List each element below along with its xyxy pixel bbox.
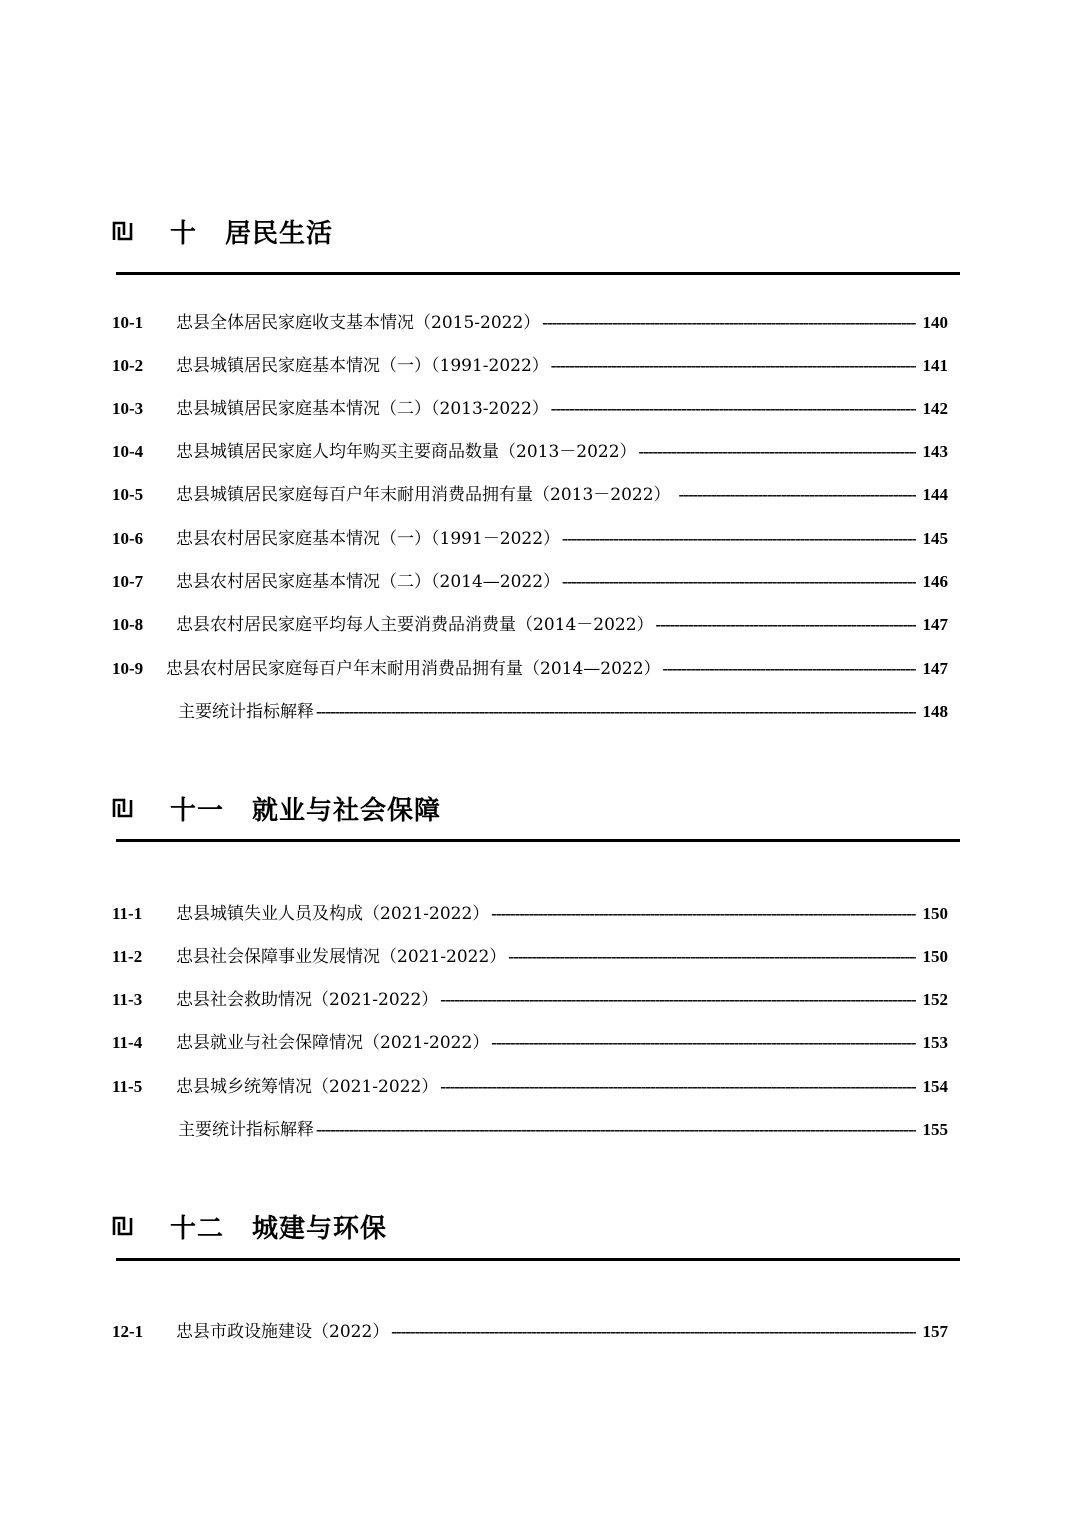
toc-entry[interactable] — [112, 567, 948, 591]
toc-entry-page[interactable]: 148 — [922, 702, 948, 721]
toc-entry-id: 11-2 — [112, 947, 143, 966]
toc-entry[interactable] — [112, 480, 948, 504]
toc-entry-id: 11-3 — [112, 990, 143, 1009]
toc-entry-page[interactable]: 147 — [922, 615, 948, 634]
section-number: 十二 — [170, 1213, 225, 1244]
toc-entry-id: 10-5 — [112, 485, 144, 504]
dot-leader — [440, 990, 916, 1010]
toc-entry-page[interactable]: 145 — [922, 529, 948, 548]
dot-leader — [551, 356, 916, 376]
toc-entry[interactable] — [112, 610, 948, 634]
toc-entry[interactable] — [112, 524, 948, 548]
toc-entry[interactable] — [112, 1317, 948, 1341]
toc-entry-title[interactable]: 忠县全体居民家庭收支基本情况（2015-2022） — [176, 313, 541, 333]
toc-entry-title[interactable]: 忠县城镇居民家庭基本情况（一）（1991-2022） — [176, 356, 549, 376]
toc-entry-title[interactable]: 忠县农村居民家庭平均每人主要消费品消费量（2014－2022） — [176, 615, 654, 635]
dot-leader — [639, 442, 916, 462]
dot-leader — [316, 702, 916, 722]
toc-entry[interactable] — [112, 394, 948, 418]
toc-entry-page[interactable]: 147 — [922, 659, 948, 678]
dot-leader — [316, 1120, 916, 1140]
toc-entry-page[interactable]: 140 — [922, 313, 948, 332]
toc-entry-page[interactable]: 153 — [922, 1033, 948, 1052]
dot-leader — [562, 572, 916, 592]
toc-entry-title[interactable]: 主要统计指标解释 — [178, 1120, 314, 1140]
toc-entry-title[interactable]: 忠县城乡统筹情况（2021-2022） — [176, 1077, 439, 1097]
toc-entry-id: 10-4 — [112, 442, 144, 461]
dot-leader — [551, 399, 916, 419]
toc-entry-title[interactable]: 忠县就业与社会保障情况（2021-2022） — [176, 1033, 490, 1053]
toc-entry-id: 10-6 — [112, 529, 144, 548]
section-heading — [112, 1206, 387, 1246]
dot-leader — [663, 659, 916, 679]
toc-entry-page[interactable]: 144 — [922, 485, 948, 504]
toc-entry-id: 11-1 — [112, 904, 143, 923]
toc-entry-page[interactable]: 152 — [922, 990, 948, 1009]
toc-entry-title[interactable]: 忠县农村居民家庭基本情况（二）（2014—2022） — [176, 572, 561, 592]
toc-entry-id: 10-3 — [112, 399, 144, 418]
toc-entry-notes[interactable] — [112, 697, 948, 721]
toc-entry-page[interactable]: 154 — [922, 1077, 948, 1096]
toc-entry[interactable] — [112, 985, 948, 1009]
shekel-like-bullet-icon — [112, 219, 136, 243]
toc-entry[interactable] — [112, 899, 948, 923]
toc-entry-page[interactable]: 150 — [922, 947, 948, 966]
toc-entry-id: 11-4 — [112, 1033, 143, 1052]
toc-entry-page[interactable]: 150 — [922, 904, 948, 923]
section-divider — [116, 1258, 960, 1261]
toc-entry-id: 11-5 — [112, 1077, 143, 1096]
section-number: 十 — [170, 218, 198, 249]
dot-leader — [508, 947, 916, 967]
toc-entry-id: 10-1 — [112, 313, 144, 332]
toc-entry-title[interactable]: 忠县农村居民家庭每百户年末耐用消费品拥有量（2014—2022） — [166, 659, 661, 679]
toc-entry-id: 12-1 — [112, 1322, 144, 1341]
dot-leader — [679, 485, 916, 505]
dot-leader — [440, 1077, 916, 1097]
toc-entry[interactable] — [112, 308, 948, 332]
dot-leader — [391, 1322, 916, 1342]
toc-entry-page[interactable]: 142 — [922, 399, 948, 418]
toc-entry[interactable] — [112, 437, 948, 461]
toc-entry-title[interactable]: 忠县城镇失业人员及构成（2021-2022） — [176, 904, 490, 924]
toc-entry-title[interactable]: 忠县社会保障事业发展情况（2021-2022） — [176, 947, 507, 967]
section-heading — [112, 788, 441, 828]
section-divider — [116, 839, 960, 842]
toc-entry-title[interactable]: 忠县市政设施建设（2022） — [176, 1322, 390, 1342]
toc-entry-page[interactable]: 157 — [922, 1322, 948, 1341]
toc-entry-id: 10-2 — [112, 356, 144, 375]
toc-entry-id: 10-7 — [112, 572, 144, 591]
shekel-like-bullet-icon — [112, 1214, 136, 1238]
section-number: 十一 — [170, 795, 225, 826]
toc-entry-title[interactable]: 主要统计指标解释 — [178, 702, 314, 722]
section-title: 城建与环保 — [252, 1213, 388, 1244]
toc-entry-id: 10-8 — [112, 615, 144, 634]
toc-entry-page[interactable]: 146 — [922, 572, 948, 591]
toc-entry-title[interactable]: 忠县城镇居民家庭每百户年末耐用消费品拥有量（2013－2022） — [176, 485, 671, 505]
toc-entry[interactable] — [112, 942, 948, 966]
section-heading — [112, 211, 333, 251]
dot-leader — [656, 615, 916, 635]
shekel-like-bullet-icon — [112, 796, 136, 820]
toc-entry-title[interactable]: 忠县城镇居民家庭人均年购买主要商品数量（2013－2022） — [176, 442, 637, 462]
toc-entry-id: 10-9 — [112, 659, 144, 678]
toc-entry-page[interactable]: 143 — [922, 442, 948, 461]
dot-leader — [542, 313, 916, 333]
dot-leader — [491, 904, 916, 924]
toc-entry-title[interactable]: 忠县农村居民家庭基本情况（一）（1991－2022） — [176, 529, 561, 549]
toc-entry-title[interactable]: 忠县城镇居民家庭基本情况（二）（2013-2022） — [176, 399, 549, 419]
toc-entry[interactable] — [112, 351, 948, 375]
section-divider — [116, 272, 960, 275]
toc-entry-title[interactable]: 忠县社会救助情况（2021-2022） — [176, 990, 439, 1010]
toc-entry-notes[interactable] — [112, 1115, 948, 1139]
dot-leader — [491, 1033, 916, 1053]
toc-entry[interactable] — [112, 1072, 948, 1096]
toc-entry-page[interactable]: 141 — [922, 356, 948, 375]
section-title: 就业与社会保障 — [252, 795, 442, 826]
dot-leader — [562, 529, 916, 549]
toc-entry[interactable] — [112, 654, 948, 678]
toc-entry[interactable] — [112, 1028, 948, 1052]
section-title: 居民生活 — [225, 218, 334, 249]
toc-entry-page[interactable]: 155 — [922, 1120, 948, 1139]
